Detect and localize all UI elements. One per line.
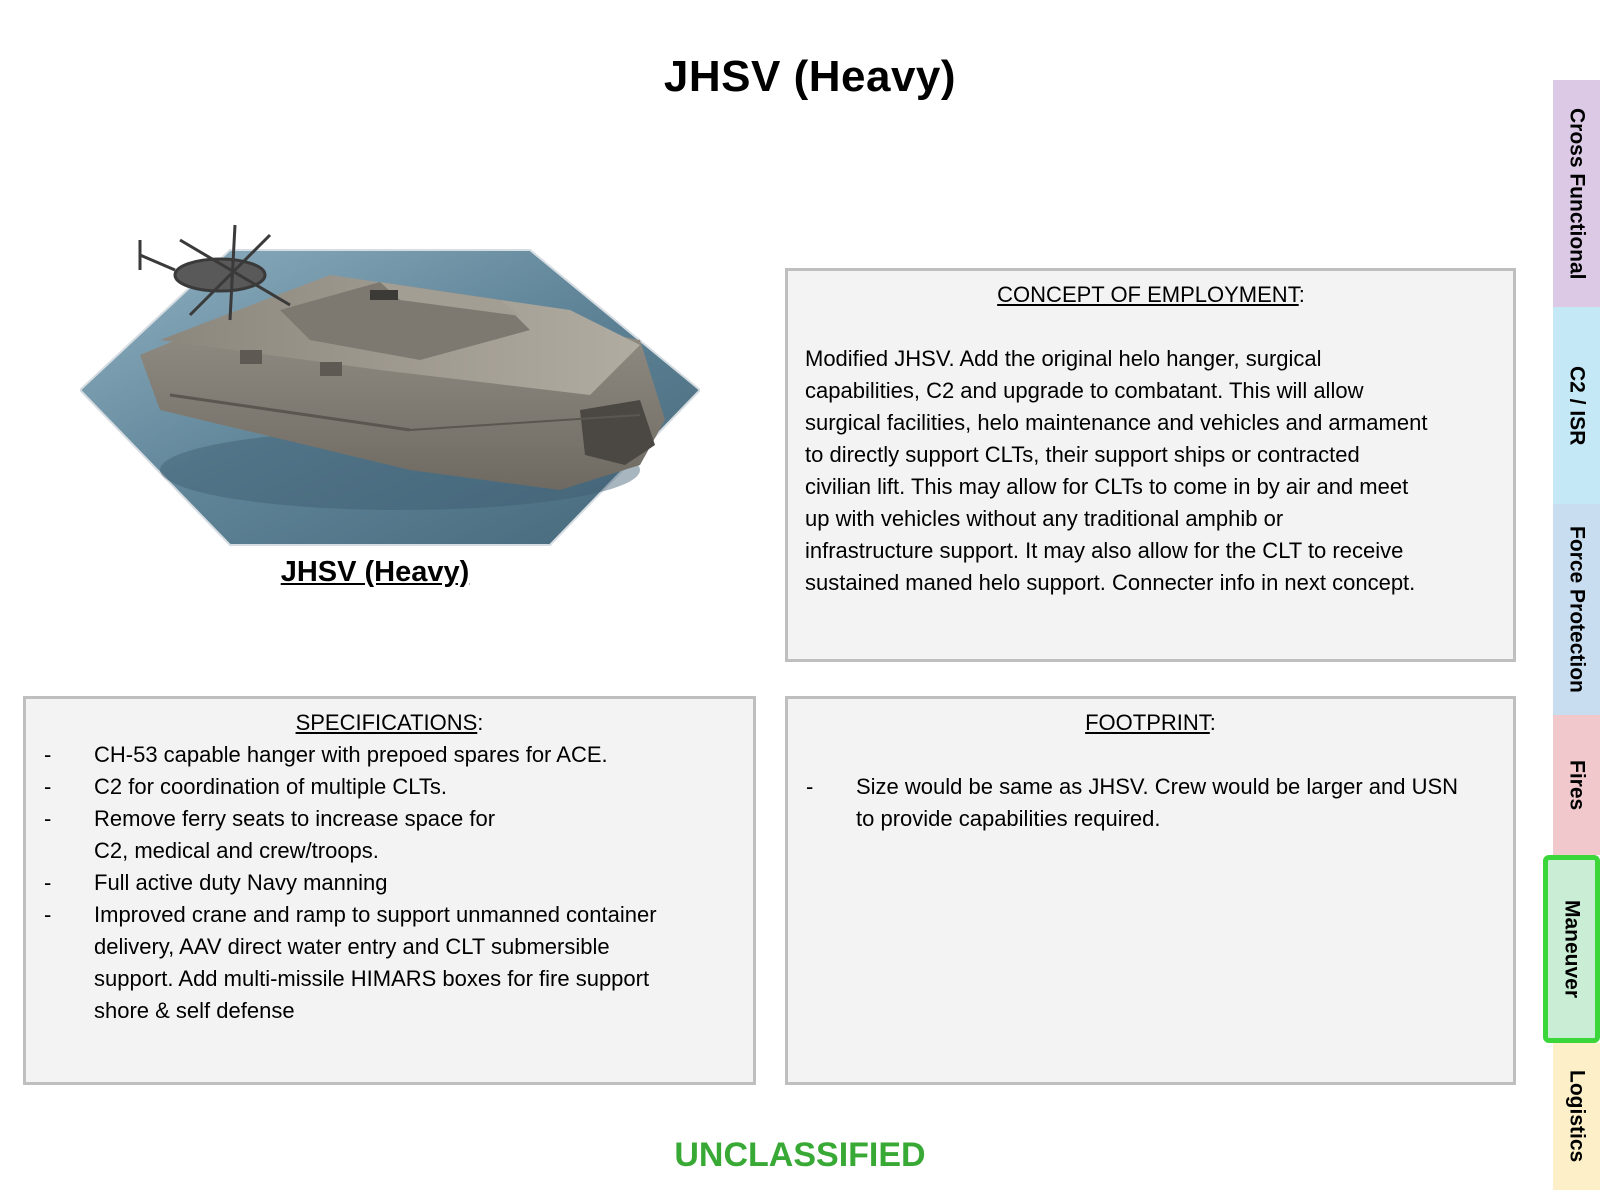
concept-heading <box>805 279 1497 311</box>
footprint-panel <box>785 696 1516 1085</box>
specifications-heading-colon: : <box>477 710 484 735</box>
list-item-line: Full active duty Navy manning <box>94 870 388 895</box>
specifications-heading-text: SPECIFICATIONS <box>295 710 478 735</box>
footprint-heading-text: FOOTPRINT <box>1085 710 1210 735</box>
footprint-heading <box>802 707 1499 739</box>
list-item-line: Improved crane and ramp to support unmanned container <box>94 902 657 927</box>
concept-heading-text: CONCEPT OF EMPLOYMENT <box>997 282 1299 307</box>
ship-image <box>80 220 700 550</box>
tab-label: Force Protection <box>1565 526 1589 693</box>
list-item <box>40 771 739 803</box>
tab-label: Logistics <box>1565 1070 1589 1163</box>
list-item-line: C2, medical and crew/troops. <box>94 838 379 863</box>
list-item-line: shore & self defense <box>94 998 295 1023</box>
tab-label: Cross Functional <box>1565 107 1589 280</box>
list-item <box>802 771 1499 835</box>
list-item <box>40 803 739 867</box>
list-item-line: delivery, AAV direct water entry and CLT submersible <box>94 934 610 959</box>
ship-illustration <box>80 220 700 550</box>
page-title: JHSV (Heavy) <box>663 52 957 101</box>
specifications-heading <box>40 707 739 739</box>
concept-line: sustained maned helo support. Connecter info in next concept. <box>805 570 1416 595</box>
tab-cross-functional[interactable] <box>1553 80 1600 307</box>
classification-marking: UNCLASSIFIED <box>674 1136 926 1174</box>
tab-logistics[interactable] <box>1553 1043 1600 1190</box>
side-tabs <box>1553 80 1600 1190</box>
concept-line: surgical facilities, helo maintenance and vehicles and armament <box>805 410 1428 435</box>
list-item-line: to provide capabilities required. <box>856 806 1161 831</box>
tab-c2-isr[interactable] <box>1553 307 1600 504</box>
concept-line: capabilities, C2 and upgrade to combatant. This will allow <box>805 378 1364 403</box>
concept-heading-colon: : <box>1298 282 1305 307</box>
dash-bullet: - <box>806 774 814 799</box>
list-item-line: C2 for coordination of multiple CLTs. <box>94 774 447 799</box>
footprint-list <box>802 771 1499 835</box>
concept-body <box>805 343 1497 599</box>
list-item-line: Remove ferry seats to increase space for <box>94 806 496 831</box>
concept-line: up with vehicles without any traditional amphib or <box>805 506 1284 531</box>
list-item <box>40 899 739 1027</box>
list-item-line: support. Add multi-missile HIMARS boxes for fire support <box>94 966 650 991</box>
dash-bullet: - <box>44 806 52 831</box>
list-item <box>40 867 739 899</box>
tab-label: C2 / ISR <box>1565 365 1589 446</box>
specifications-panel <box>23 696 756 1085</box>
image-caption: JHSV (Heavy) <box>280 556 470 588</box>
dash-bullet: - <box>44 870 52 895</box>
concept-line: civilian lift. This may allow for CLTs to come in by air and meet <box>805 474 1409 499</box>
concept-line: Modified JHSV. Add the original helo hanger, surgical <box>805 346 1322 371</box>
dash-bullet: - <box>44 902 52 927</box>
list-item-line: Size would be same as JHSV. Crew would be larger and USN <box>856 774 1459 799</box>
list-item <box>40 739 739 771</box>
tab-force-protection[interactable] <box>1553 504 1600 715</box>
concept-line: infrastructure support. It may also allow for the CLT to receive <box>805 538 1404 563</box>
specifications-list <box>40 739 739 1027</box>
concept-line: to directly support CLTs, their support ships or contracted <box>805 442 1360 467</box>
dash-bullet: - <box>44 774 52 799</box>
concept-panel <box>785 268 1516 662</box>
tab-fires[interactable] <box>1553 715 1600 855</box>
tab-label: Maneuver <box>1560 899 1584 999</box>
list-item-line: CH-53 capable hanger with prepoed spares for ACE. <box>94 742 608 767</box>
tab-maneuver[interactable] <box>1543 855 1600 1043</box>
dash-bullet: - <box>44 742 52 767</box>
footprint-heading-colon: : <box>1209 710 1216 735</box>
tab-label: Fires <box>1565 759 1589 811</box>
